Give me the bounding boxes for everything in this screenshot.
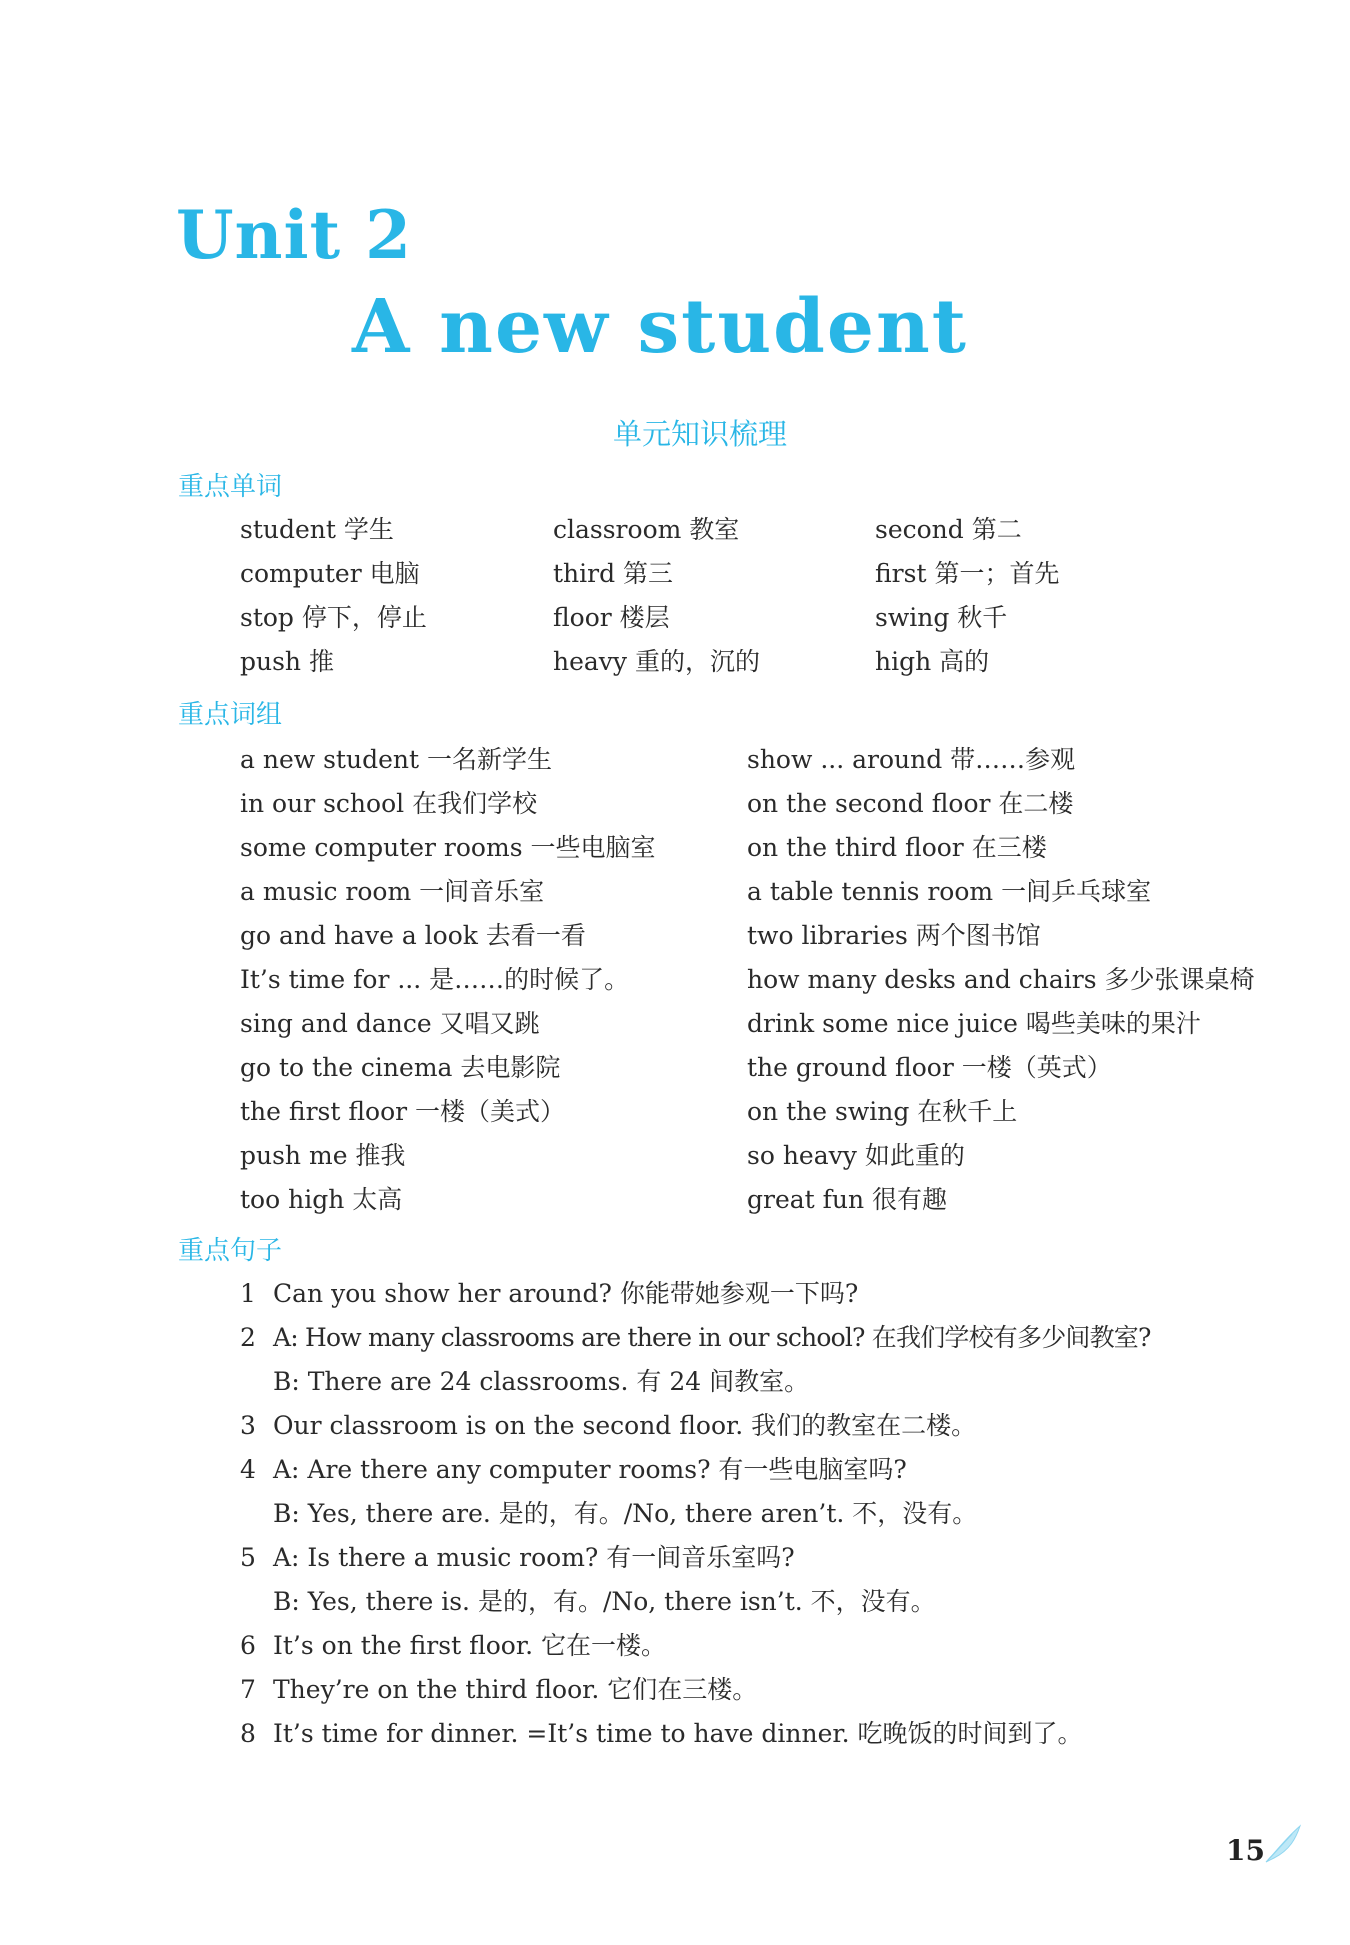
vocab-item: second 第二 (875, 515, 1022, 544)
vocab-item: computer 电脑 (240, 559, 420, 588)
sentence-text: A: Are there any computer rooms? 有一些电脑室吗? (273, 1455, 907, 1484)
sentence-text: They’re on the third floor. 它们在三楼。 (273, 1675, 758, 1704)
sentence-row (240, 1492, 1300, 1536)
sentence-text: It’s on the first floor. 它在一楼。 (273, 1631, 666, 1660)
phrase-item: a music room 一间音乐室 (240, 877, 545, 906)
phrase-item: go to the cinema 去电影院 (240, 1053, 561, 1082)
sentence-number (240, 1580, 273, 1624)
sentence-text: A: How many classrooms are there in our school? 在我们学校有多少间教室? (273, 1323, 1151, 1352)
vocab-item: swing 秋千 (875, 603, 1008, 632)
sentence-list (240, 1272, 1300, 1756)
phrase-item: the ground floor 一楼（英式） (747, 1053, 1112, 1082)
sentence-number (240, 1492, 273, 1536)
sentence-row (240, 1448, 1300, 1492)
sentence-text: It’s time for dinner. =It’s time to have dinner. 吃晚饭的时间到了。 (273, 1719, 1083, 1748)
phrase-item: some computer rooms 一些电脑室 (240, 833, 656, 862)
sentence-row (240, 1624, 1300, 1668)
sentence-text: A: Is there a music room? 有一间音乐室吗? (273, 1543, 795, 1572)
vocab-item: floor 楼层 (553, 603, 670, 632)
page-number: 15 (1226, 1834, 1265, 1867)
vocab-item: push 推 (240, 647, 334, 676)
key-phrases-label: 重点词组 (178, 700, 283, 730)
key-words-label: 重点单词 (178, 472, 283, 502)
phrase-item: on the second floor 在二楼 (747, 789, 1074, 818)
lesson-title: A new student (352, 284, 968, 370)
sentence-row (240, 1404, 1300, 1448)
phrase-item: show ... around 带……参观 (747, 745, 1076, 774)
vocab-item: third 第三 (553, 559, 674, 588)
phrase-item: two libraries 两个图书馆 (747, 921, 1041, 950)
summary-heading: 单元知识梳理 (612, 417, 787, 451)
sentence-number: 8 (240, 1719, 256, 1748)
key-sentences-label: 重点句子 (178, 1236, 283, 1266)
vocab-item: high 高的 (875, 647, 990, 676)
vocab-item: classroom 教室 (553, 515, 740, 544)
phrase-item: drink some nice juice 喝些美味的果汁 (747, 1009, 1201, 1038)
phrase-item: push me 推我 (240, 1141, 406, 1170)
sentence-row (240, 1316, 1300, 1360)
sentence-text: B: Yes, there is. 是的，有。/No, there isn’t. 不，没有。 (273, 1587, 936, 1616)
sentence-text: Can you show her around? 你能带她参观一下吗? (273, 1279, 859, 1308)
sentence-row (240, 1712, 1300, 1756)
sentence-row (240, 1272, 1300, 1316)
unit-title: Unit 2 (176, 196, 413, 274)
sentence-text: B: Yes, there are. 是的，有。/No, there aren’t. 不，没有。 (273, 1499, 978, 1528)
phrase-item: sing and dance 又唱又跳 (240, 1009, 540, 1038)
sentence-number: 3 (240, 1411, 256, 1440)
vocab-grid (240, 508, 1300, 684)
phrase-item: how many desks and chairs 多少张课桌椅 (747, 965, 1255, 994)
phrase-item: too high 太高 (240, 1185, 403, 1214)
phrase-item: on the third floor 在三楼 (747, 833, 1047, 862)
sentence-text: B: There are 24 classrooms. 有 24 间教室。 (273, 1367, 810, 1396)
sentence-number: 1 (240, 1279, 256, 1308)
sentence-row (240, 1668, 1300, 1712)
phrase-item: the first floor 一楼（美式） (240, 1097, 566, 1126)
phrase-item: go and have a look 去看一看 (240, 921, 586, 950)
sentence-row (240, 1536, 1300, 1580)
sentence-number: 7 (240, 1675, 256, 1704)
vocab-item: stop 停下，停止 (240, 603, 427, 632)
sentence-number: 2 (240, 1323, 256, 1352)
sentence-number: 5 (240, 1543, 256, 1572)
phrase-item: a table tennis room 一间乒乓球室 (747, 877, 1152, 906)
sentence-number: 4 (240, 1455, 256, 1484)
phrase-item: on the swing 在秋千上 (747, 1097, 1018, 1126)
phrase-item: in our school 在我们学校 (240, 789, 538, 818)
vocab-item: first 第一；首先 (875, 559, 1060, 588)
phrase-grid (240, 738, 1300, 1222)
sentence-row (240, 1580, 1300, 1624)
sentence-row (240, 1360, 1300, 1404)
phrase-item: so heavy 如此重的 (747, 1141, 965, 1170)
sentence-number (240, 1360, 273, 1404)
phrase-item: great fun 很有趣 (747, 1185, 948, 1214)
phrase-item: It’s time for ... 是……的时候了。 (240, 965, 630, 994)
sentence-number: 6 (240, 1631, 256, 1660)
vocab-item: student 学生 (240, 515, 394, 544)
phrase-item: a new student 一名新学生 (240, 745, 552, 774)
vocab-item: heavy 重的，沉的 (553, 647, 760, 676)
feather-icon (1262, 1822, 1306, 1866)
sentence-text: Our classroom is on the second floor. 我们的教室在二楼。 (273, 1411, 977, 1440)
